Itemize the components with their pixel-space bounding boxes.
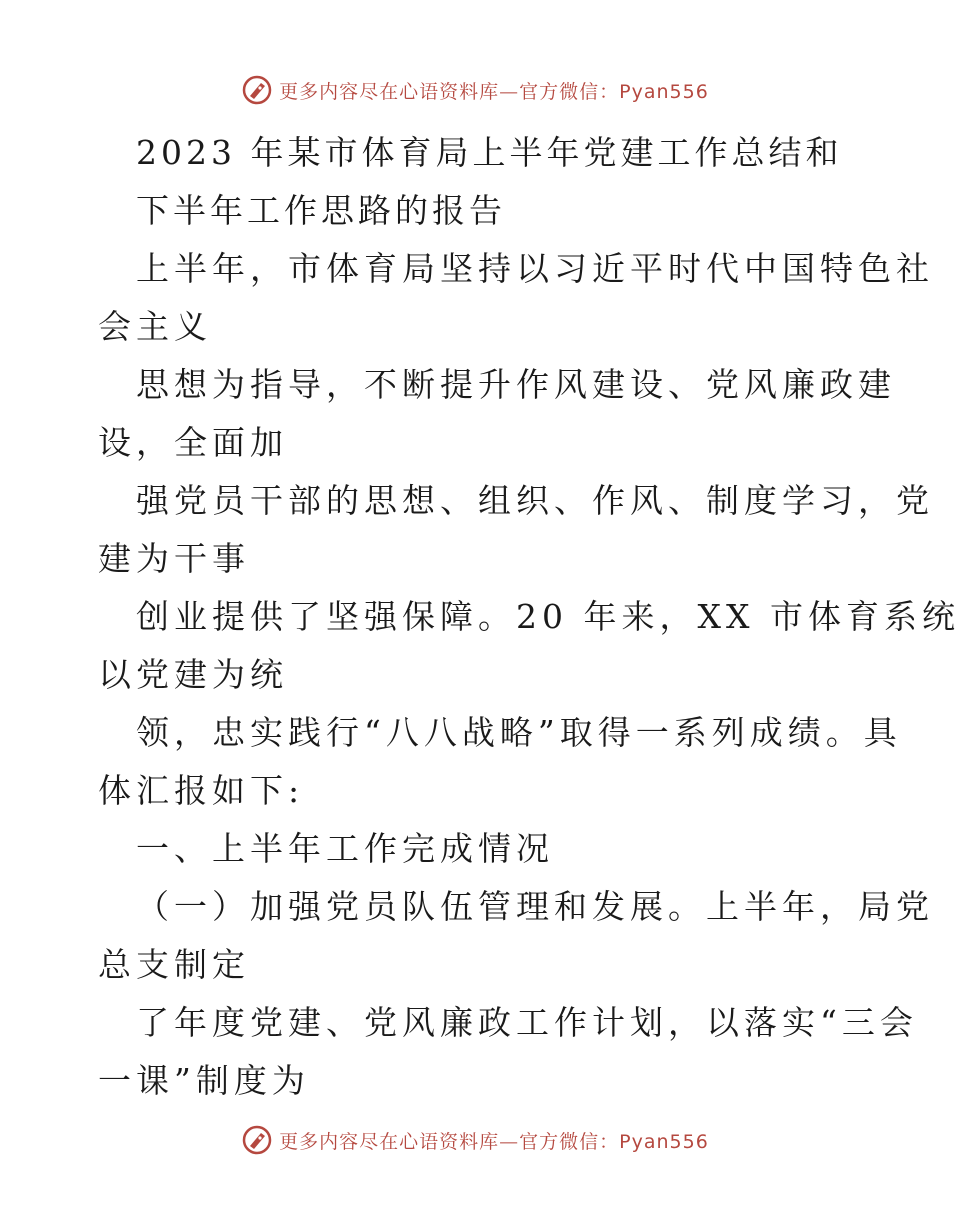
body-line: 体汇报如下: <box>98 771 305 810</box>
document-title-line-1: 2023 年某市体育局上半年党建工作总结和 <box>136 133 843 172</box>
watermark-main: 更多内容尽在心语资料库 <box>279 1130 500 1153</box>
pen-nib-logo-icon <box>241 1124 273 1156</box>
body-line: （一）加强党员队伍管理和发展。上半年，局党 <box>136 887 934 926</box>
section-heading: 一、上半年工作完成情况 <box>136 829 554 868</box>
body-line: 总支制定 <box>98 945 250 984</box>
body-line: 思想为指导，不断提升作风建设、党风廉政建 <box>136 365 896 404</box>
body-line: 会主义 <box>98 307 212 346</box>
body-line: 上半年，市体育局坚持以习近平时代中国特色社 <box>136 249 934 288</box>
watermark-dash: — <box>499 1130 520 1153</box>
body-line: 设，全面加 <box>98 423 288 462</box>
document-title-line-2: 下半年工作思路的报告 <box>136 191 506 230</box>
body-line: 一课”制度为 <box>98 1061 310 1100</box>
watermark-tail: 官方微信：Pyan556 <box>519 1130 709 1153</box>
body-line: 创业提供了坚强保障。20 年来，XX 市体育系统 <box>136 597 960 636</box>
body-line: 建为干事 <box>98 539 250 578</box>
watermark-tail: 官方微信：Pyan556 <box>519 80 709 103</box>
watermark-dash: — <box>499 80 520 103</box>
footer-watermark <box>0 1120 950 1160</box>
watermark-text <box>279 1127 709 1154</box>
watermark-main: 更多内容尽在心语资料库 <box>279 80 500 103</box>
body-line: 领，忠实践行“八八战略”取得一系列成绩。具 <box>136 713 902 752</box>
body-line: 以党建为统 <box>98 655 288 694</box>
body-line: 了年度党建、党风廉政工作计划，以落实“三会 <box>136 1003 918 1042</box>
document-body <box>98 124 960 1110</box>
pen-nib-logo-icon <box>241 74 273 106</box>
watermark-text <box>279 77 709 104</box>
header-watermark <box>0 70 950 110</box>
body-line: 强党员干部的思想、组织、作风、制度学习，党 <box>136 481 934 520</box>
